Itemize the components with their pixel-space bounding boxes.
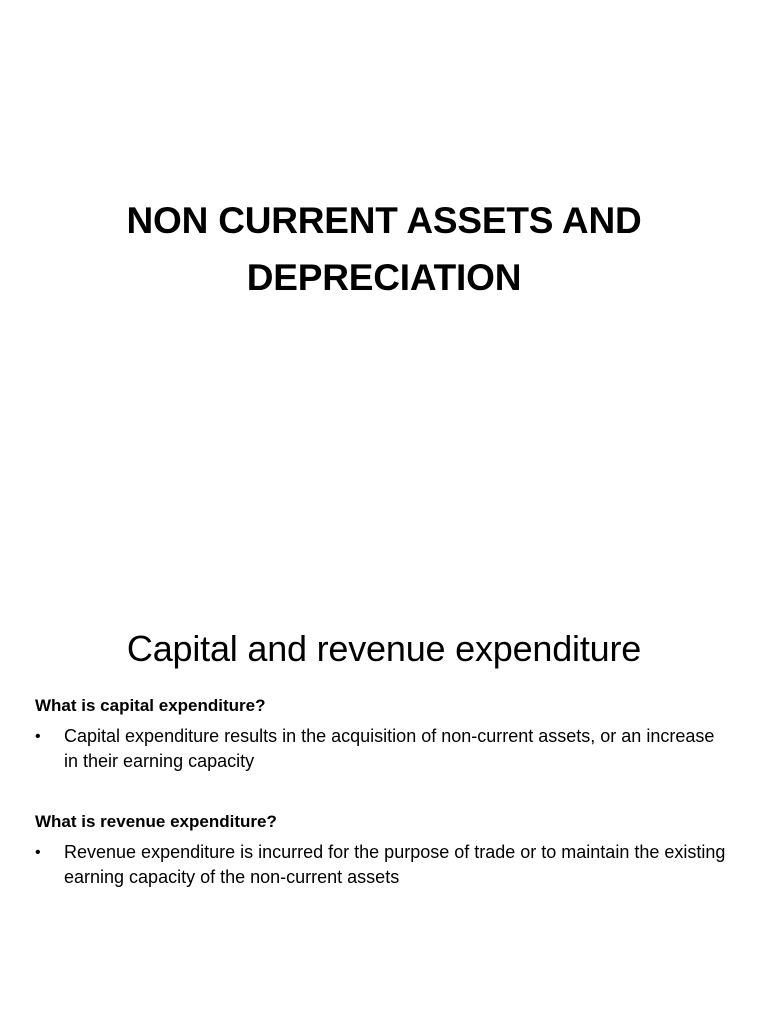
capital-expenditure-bullet bbox=[35, 724, 735, 774]
revenue-expenditure-answer: Revenue expenditure is incurred for the purpose of trade or to maintain the existing earning capacity of the non-current assets bbox=[64, 842, 726, 887]
bullet-icon: • bbox=[35, 844, 41, 861]
bullet-icon: • bbox=[35, 728, 41, 745]
section-title: Capital and revenue expenditure bbox=[126, 628, 642, 669]
slide-title bbox=[60, 192, 708, 306]
content-slide bbox=[0, 576, 768, 1024]
capital-expenditure-question: What is capital expenditure? bbox=[35, 696, 266, 715]
capital-expenditure-answer: Capital expenditure results in the acquisition of non-current assets, or an increase in their earning capacity bbox=[64, 726, 715, 771]
slide-title-line-2: DEPRECIATION bbox=[246, 257, 522, 298]
revenue-expenditure-bullet bbox=[35, 840, 735, 890]
slide-title-line-1: NON CURRENT ASSETS AND bbox=[126, 200, 642, 241]
revenue-expenditure-question: What is revenue expenditure? bbox=[35, 812, 277, 831]
